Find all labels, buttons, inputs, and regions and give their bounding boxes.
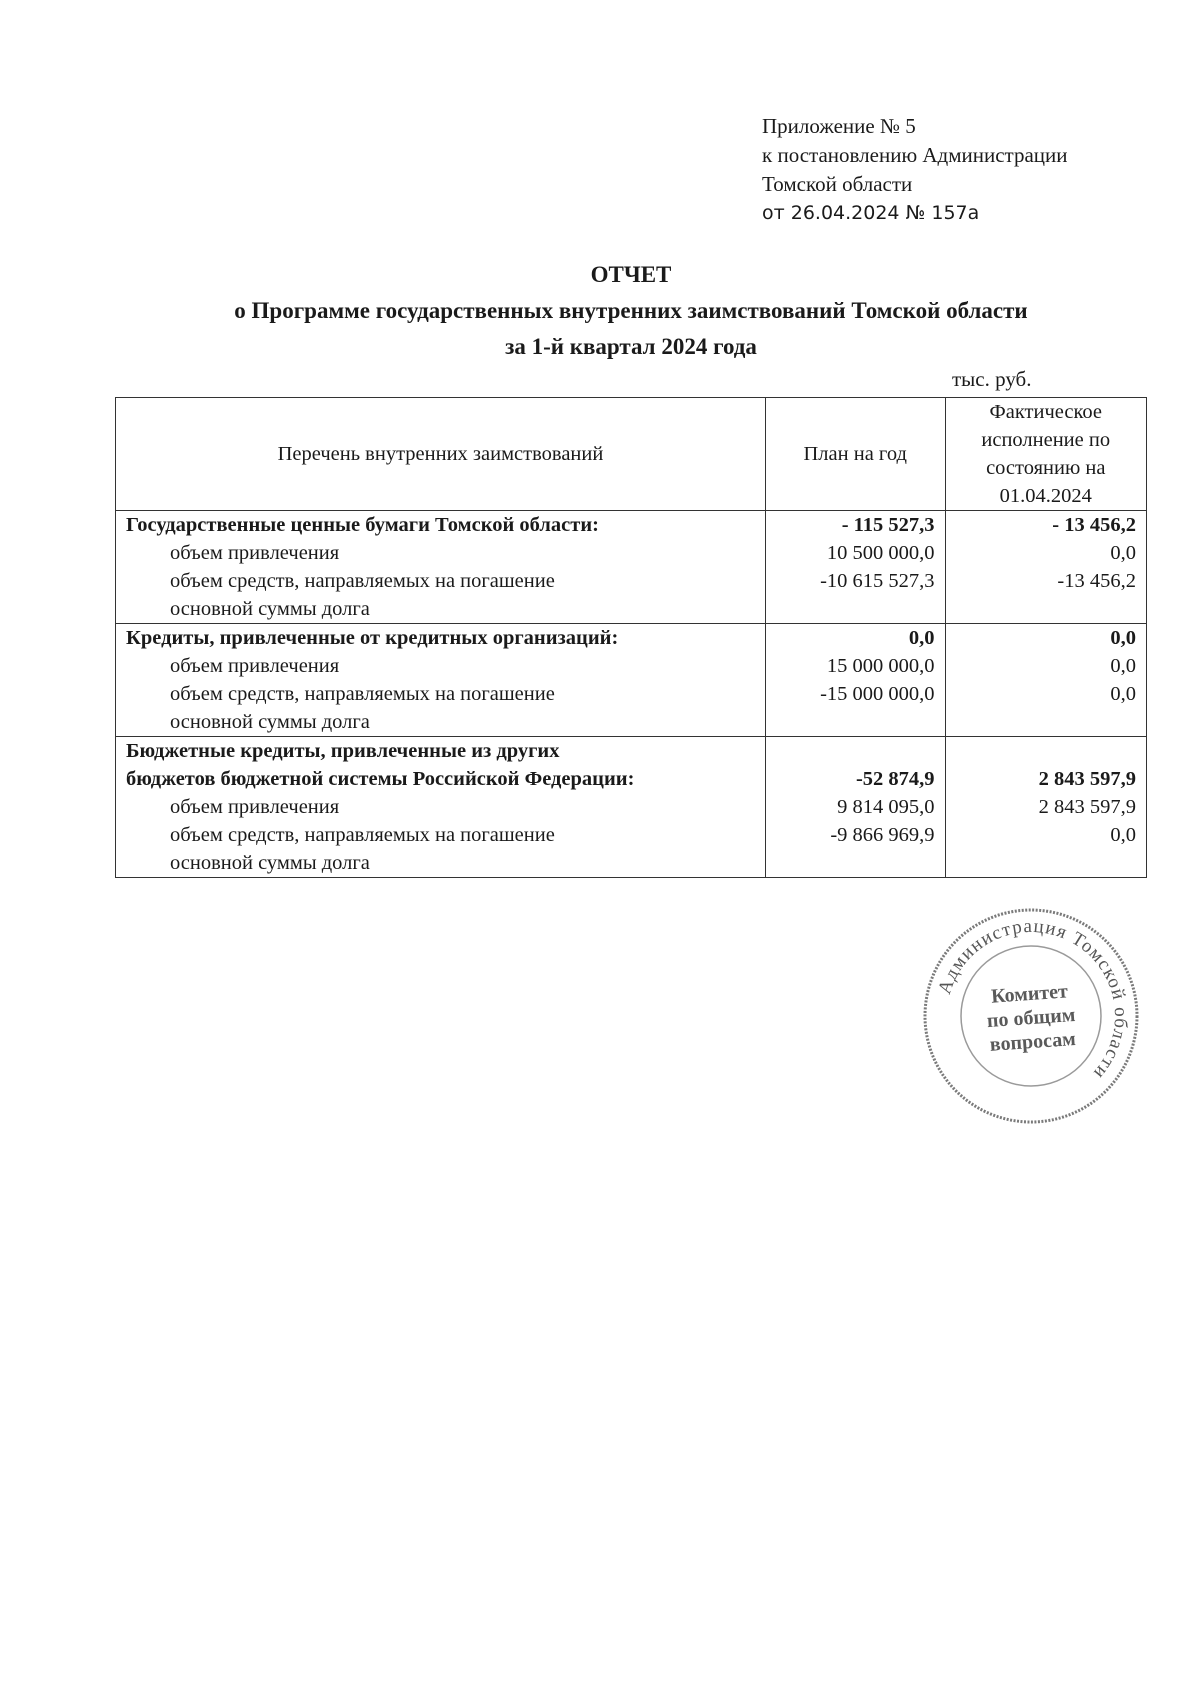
item-actual: -13 456,2 — [1057, 570, 1136, 592]
section-actual-total: 0,0 — [1110, 627, 1136, 649]
stamp-center-line: вопросам — [989, 1027, 1077, 1056]
item-label: объем средств, направляемых на погашение — [170, 824, 555, 846]
table-row — [116, 737, 1147, 878]
table-row — [116, 511, 1147, 624]
plan-cell — [765, 511, 945, 624]
item-plan: -15 000 000,0 — [820, 683, 935, 705]
stamp-center-line: Комитет — [990, 980, 1069, 1008]
actual-cell — [945, 737, 1146, 878]
item-label: объем привлечения — [170, 655, 340, 677]
item-label: основной суммы долга — [170, 711, 370, 733]
plan-cell — [765, 737, 945, 878]
item-plan: 9 814 095,0 — [837, 796, 935, 818]
item-actual: 2 843 597,9 — [1038, 796, 1136, 818]
item-label: основной суммы долга — [170, 598, 370, 620]
item-label: объем привлечения — [170, 796, 340, 818]
section-plan-total: 0,0 — [908, 627, 935, 649]
appendix-date-line: от 26.04.2024 № 157а — [762, 202, 980, 224]
section-title: Бюджетные кредиты, привлеченные из других — [126, 740, 560, 762]
table-row — [116, 624, 1147, 737]
item-plan: -9 866 969,9 — [830, 824, 935, 846]
section-title: Кредиты, привлеченные от кредитных организаций: — [126, 627, 619, 649]
header-actual-line: Фактическое — [989, 401, 1102, 423]
header-list: Перечень внутренних заимствований — [116, 398, 766, 511]
section-actual-total: - 13 456,2 — [1052, 514, 1136, 536]
stamp-center-line: по общим — [986, 1003, 1077, 1033]
section-plan-total: - 115 527,3 — [841, 514, 935, 536]
appendix-line: к постановлению Администрации — [762, 143, 1068, 167]
section-label-cell — [116, 511, 766, 624]
item-label: основной суммы долга — [170, 852, 370, 874]
item-label: объем средств, направляемых на погашение — [170, 570, 555, 592]
header-actual — [945, 398, 1146, 511]
item-plan: -10 615 527,3 — [820, 570, 935, 592]
table-header-row — [116, 398, 1147, 511]
actual-cell — [945, 624, 1146, 737]
section-title: Государственные ценные бумаги Томской области: — [126, 514, 599, 536]
header-actual-line: 01.04.2024 — [999, 485, 1092, 507]
plan-cell — [765, 624, 945, 737]
item-actual: 0,0 — [1110, 542, 1136, 564]
item-label: объем средств, направляемых на погашение — [170, 683, 555, 705]
report-title: ОТЧЕТ — [590, 262, 672, 287]
units-label: тыс. руб. — [952, 367, 1032, 391]
stamp-ring-text: Администрация Томской области — [934, 915, 1132, 1084]
official-stamp — [920, 905, 1142, 1127]
actual-cell — [945, 511, 1146, 624]
item-plan: 15 000 000,0 — [826, 655, 935, 677]
item-label: объем привлечения — [170, 542, 340, 564]
item-actual: 0,0 — [1110, 683, 1136, 705]
report-period: за 1-й квартал 2024 года — [505, 334, 757, 359]
appendix-line: Томской области — [762, 172, 913, 196]
section-label-cell — [116, 737, 766, 878]
borrowings-table — [115, 397, 1147, 878]
appendix-line: Приложение № 5 — [762, 114, 916, 138]
item-actual: 0,0 — [1110, 824, 1136, 846]
item-plan: 10 500 000,0 — [826, 542, 935, 564]
header-actual-line: состоянию на — [986, 457, 1106, 479]
section-label-cell — [116, 624, 766, 737]
item-actual: 0,0 — [1110, 655, 1136, 677]
section-actual-total: 2 843 597,9 — [1038, 768, 1136, 790]
section-title: бюджетов бюджетной системы Российской Федерации: — [126, 768, 635, 790]
report-subtitle: о Программе государственных внутренних заимствований Томской области — [234, 298, 1028, 323]
header-actual-line: исполнение по — [981, 429, 1111, 451]
appendix-block — [762, 112, 1068, 228]
section-plan-total: -52 874,9 — [855, 768, 935, 790]
header-plan: План на год — [765, 398, 945, 511]
